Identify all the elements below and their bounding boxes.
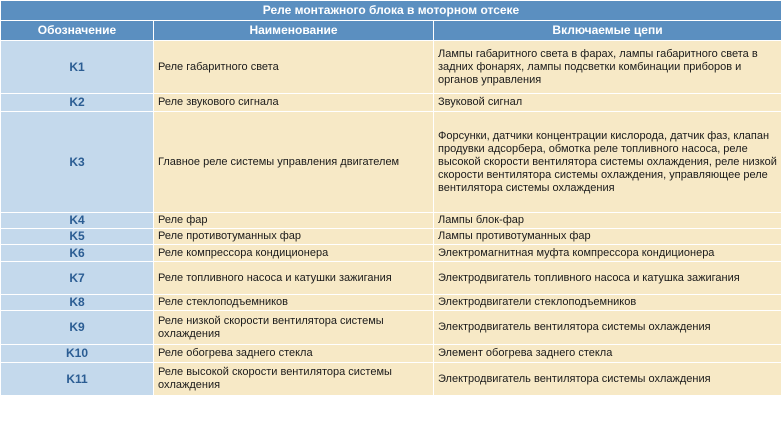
relay-name: Реле габаритного света [154,41,434,94]
relay-circuits: Электромагнитная муфта компрессора кондиционера [434,245,781,262]
relay-name: Реле фар [154,213,434,229]
table-row [1,262,781,295]
header-row [1,21,781,41]
relay-circuits: Лампы габаритного света в фарах, лампы габаритного света в задних фонарях, лампы подсветки комбинации приборов и органов управления [434,41,781,94]
relay-circuits: Электродвигатель вентилятора системы охлаждения [434,363,781,396]
relay-name: Реле высокой скорости вентилятора системы охлаждения [154,363,434,396]
relay-circuits: Форсунки, датчики концентрации кислорода, датчик фаз, клапан продувки адсорбера, обмотка реле топливного насоса, реле высокой скорости вентилятора системы охлаждения, реле низкой скорости вентилятора системы охлаждения, управляющее реле вентилятора системы охлаждения [434,112,781,213]
relay-name: Реле звукового сигнала [154,94,434,112]
title-row [1,1,781,21]
relay-circuits: Элемент обогрева заднего стекла [434,345,781,363]
table-row [1,112,781,213]
relay-code: K5 [1,229,154,245]
table-row [1,345,781,363]
header-circuits: Включаемые цепи [434,21,781,41]
relay-name: Реле стеклоподъемников [154,295,434,311]
relay-name: Главное реле системы управления двигателем [154,112,434,213]
relay-circuits: Электродвигатель топливного насоса и катушка зажигания [434,262,781,295]
table-title: Реле монтажного блока в моторном отсеке [1,1,781,21]
header-name: Наименование [154,21,434,41]
table-row [1,41,781,94]
relay-circuits: Лампы противотуманных фар [434,229,781,245]
relay-code: K6 [1,245,154,262]
relay-code: K2 [1,94,154,112]
relay-name: Реле противотуманных фар [154,229,434,245]
table-row [1,311,781,345]
relay-name: Реле топливного насоса и катушки зажигания [154,262,434,295]
relay-circuits: Звуковой сигнал [434,94,781,112]
relay-circuits: Электродвигатели стеклоподъемников [434,295,781,311]
table-row [1,363,781,396]
relay-name: Реле обогрева заднего стекла [154,345,434,363]
table-row [1,229,781,245]
relay-name: Реле низкой скорости вентилятора системы охлаждения [154,311,434,345]
relay-code: K3 [1,112,154,213]
relay-circuits: Электродвигатель вентилятора системы охлаждения [434,311,781,345]
relay-code: K9 [1,311,154,345]
table-row [1,94,781,112]
relay-code: K10 [1,345,154,363]
relay-code: K11 [1,363,154,396]
relay-name: Реле компрессора кондиционера [154,245,434,262]
relay-circuits: Лампы блок-фар [434,213,781,229]
header-code: Обозначение [1,21,154,41]
table-body [1,41,781,396]
relay-code: K7 [1,262,154,295]
table-row [1,295,781,311]
relay-code: K1 [1,41,154,94]
table-row [1,245,781,262]
table-row [1,213,781,229]
relay-code: K4 [1,213,154,229]
relay-code: K8 [1,295,154,311]
